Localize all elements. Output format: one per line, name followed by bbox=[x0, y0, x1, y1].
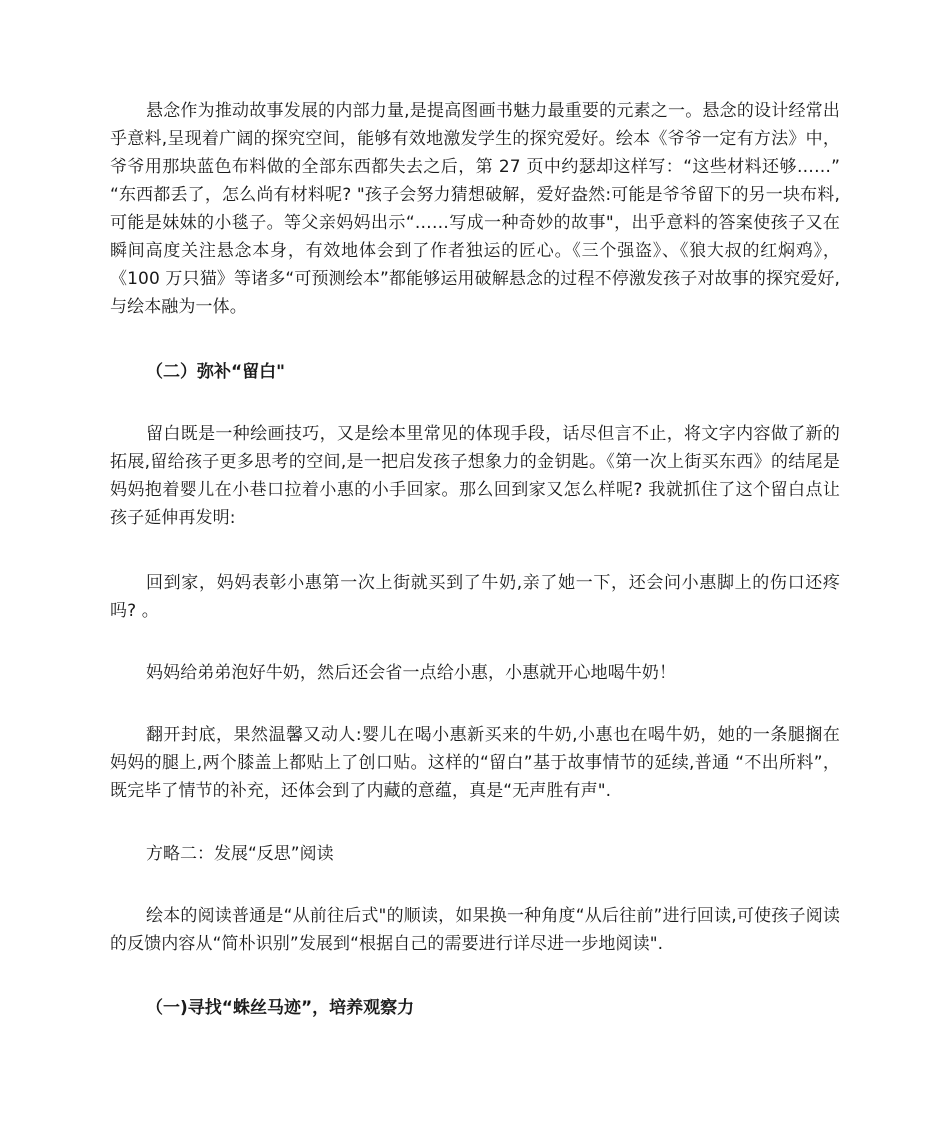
paragraph-home: 回到家，妈妈表彰小惠第一次上街就买到了牛奶,亲了她一下，还会问小惠脚上的伤口还疼吗? 。 bbox=[110, 573, 840, 621]
strategy-heading: 方略二：发展“反思”阅读 bbox=[146, 844, 334, 864]
paragraph-reverse-reading: 绘本的阅读普通是“从前往后式"的顺读，如果换一种角度“从后往前”进行回读,可使孩子阅读的反馈内容从“简朴识别”发展到“根据自己的需要进行详尽进一步地阅读". bbox=[110, 906, 840, 954]
paragraph-suspense: 悬念作为推动故事发展的内部力量,是提高图画书魅力最重要的元素之一。悬念的设计经常出乎意料,呈现着广阔的探究空间，能够有效地激发学生的探究爱好。绘本《爷爷一定有方法》中，爷爷用那块蓝色布料做的全部东西都失去之后，第 27 页中约瑟却这样写：“这些材料还够……” “东西都丢了，怎么尚有材料呢? "孩子会努力猜想破解，爱好盎然:可能是爷爷留下的另一块布料,可能是妹妹的小毯子。等父亲妈妈出示“……写成一种奇妙的故事"，出乎意料的答案使孩子又在瞬间高度关注悬念本身，有效地体会到了作者独运的匠心。《三个强盗》、《狼大叔的红焖鸡》，《100 万只猫》等诸多“可预测绘本”都能够运用破解悬念的过程不停激发孩子对故事的探究爱好,与绘本融为一体。 bbox=[110, 101, 840, 317]
section-heading-clues: （一)寻找“蛛丝马迹”，培养观察力 bbox=[146, 998, 415, 1018]
paragraph-liubai: 留白既是一种绘画技巧，又是绘本里常见的体现手段，话尽但言不止，将文字内容做了新的拓展,留给孩子更多思考的空间,是一把启发孩子想象力的金钥匙。《第一次上街买东西》的结尾是妈妈抱着婴儿在小巷口拉着小惠的小手回家。那么回到家又怎么样呢? 我就抓住了这个留白点让孩子延伸再发明: bbox=[110, 424, 840, 528]
paragraph-back-cover: 翻开封底，果然温馨又动人:婴儿在喝小惠新买来的牛奶,小惠也在喝牛奶，她的一条腿搁在妈妈的腿上,两个膝盖上都贴上了创口贴。这样的“留白”基于故事情节的延续,普通 “不出所料”，既完毕了情节的补充，还体会到了内藏的意蕴，真是“无声胜有声". bbox=[110, 725, 840, 801]
paragraph-milk: 妈妈给弟弟泡好牛奶，然后还会省一点给小惠，小惠就开心地喝牛奶！ bbox=[146, 663, 677, 683]
section-heading-liubai: （二）弥补“留白" bbox=[146, 362, 286, 382]
